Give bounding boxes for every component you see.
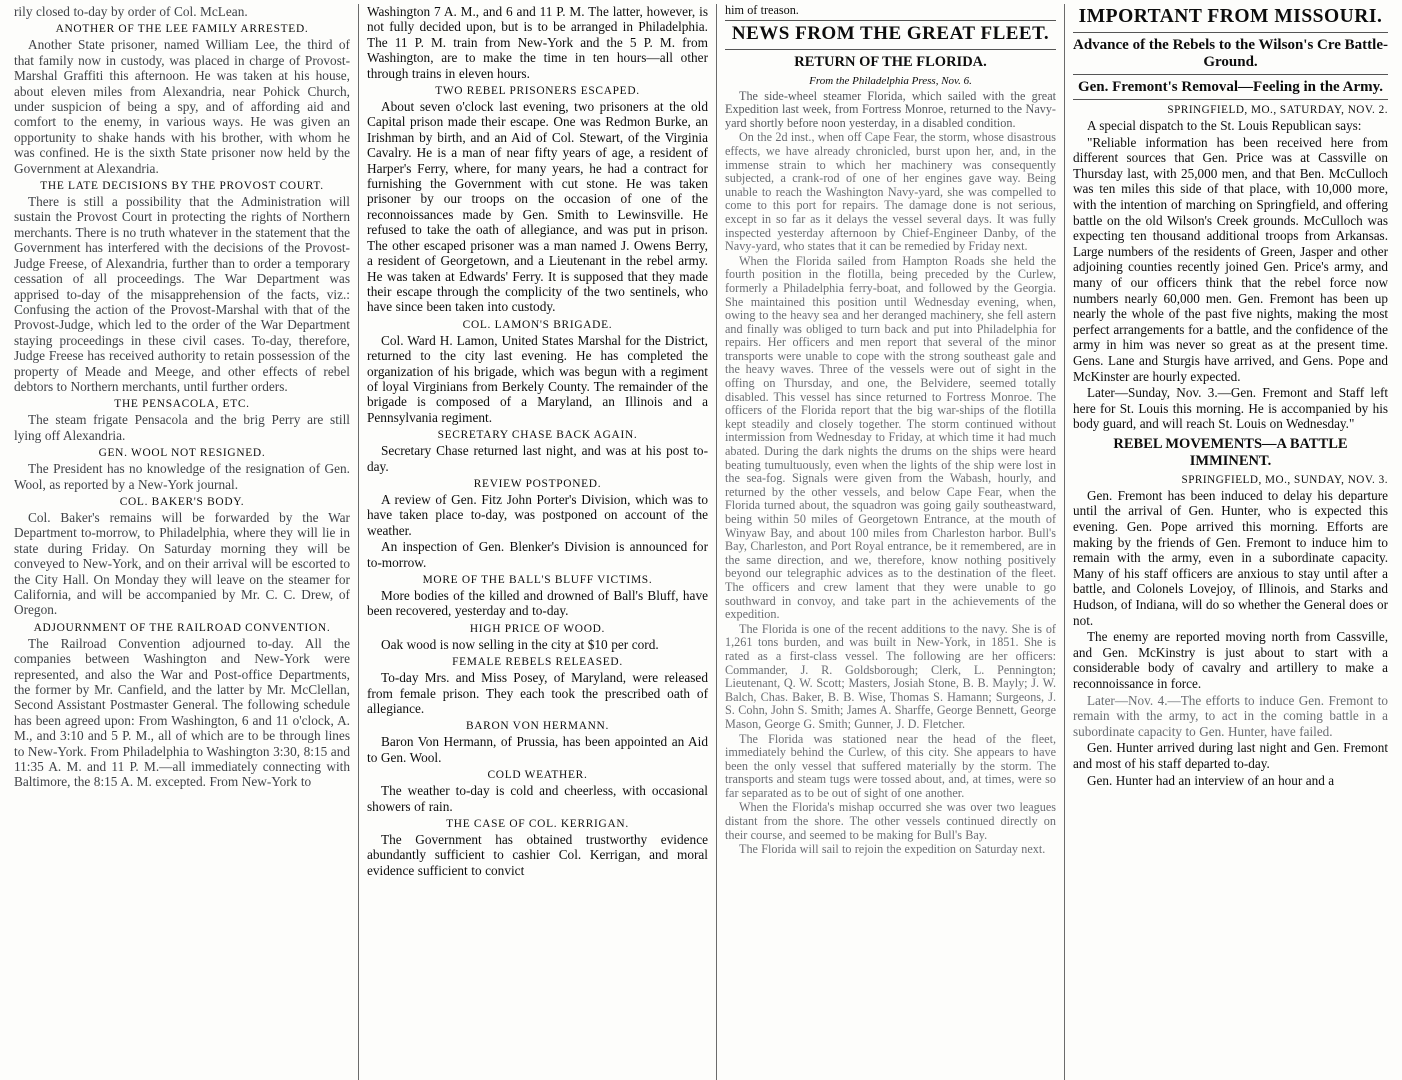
col1-heading-5: ADJOURNMENT OF THE RAILROAD CONVENTION.: [33, 621, 331, 634]
col2-heading-0: TWO REBEL PRISONERS ESCAPED.: [435, 85, 640, 98]
rule-below-subheadline-2: [1073, 99, 1388, 100]
col2-paragraph-6-0: To-day Mrs. and Miss Posey, of Maryland, were released from female prison. They each took the prescribed oath of allegiance.: [367, 670, 708, 717]
col1-continued-line: rily closed to-day by order of Col. McLean.: [14, 4, 248, 19]
col3-paragraph-2: When the Florida sailed from Hampton Roads she held the fourth position in the flotilla, being preceded by the Curlew, formerly a Philadelphia ferry-boat, and followed by the Georgia. She maintained this position until Wednesday evening, when, owing to the heavy sea and her deranged machinery, she fell astern and finally was obliged to turn back and put into Philadelphia for repairs. Her officers and men report that several of the minor transports were unable to cope with the strong southeast gale and the heavy waves. Three of the vessels were out of sight in the offing on Thursday, and one, the Belvidere, seemed totally disabled. This vessel has since returned to Fortress Monroe. The officers of the Florida report that the big war-ships of the flotilla kept steadily and closely together. The storm continued without intermission from Wednesday to Friday, at which time it had much abated. During the dark nights the drums on the ships were heard beating tumultuously, even when the lights of the ship were lost in the sea-fog. Signals were given from the Wabash, hourly, and returned by the other vessels, and below Cape Fear, when the Florida turned about, the squadron was going gaily southeastward, being within 50 miles of Georgetown Entrance, at the mouth of Winyaw Bay, and about 100 miles from Charleston harbor. Bull's Bay, Charleston, and Port Royal entrance, be it remembered, are in the same direction, and we, therefore, know nothing positively beyond our telegraphic advices as to the destination of the fleet. The officers and crew lament that they were unable to go southward in convoy, and take part in the achievements of the expedition.: [725, 253, 1056, 622]
col1-paragraph-2-0: The steam frigate Pensacola and the brig Perry are still lying off Alexandria.: [14, 412, 350, 443]
col2-paragraph-3-0: A review of Gen. Fitz John Porter's Division, which was to have taken place to-day, was postponed on account of the weather.: [367, 491, 708, 538]
col3-paragraph-4: The Florida was stationed near the head of the fleet, immediately behind the Curlew, of this city. She appears to have been the only vessel that suffered materially by the storm. The transports and steam tugs were tossed about, and, at times, were so far separated as to be out of sight of one another.: [725, 731, 1056, 800]
col1-paragraph-4-0: Col. Baker's remains will be forwarded by the War Department to-morrow, to Philadelphia, where they will lie in state during Friday. On Saturday morning they will be conveyed to New-York, and on their arrival will be escorted to the City Hall. On Monday they will leave on the steamer for California, and will be accompanied by Mr. C. C. Drew, of Oregon.: [14, 509, 350, 618]
col3-paragraph-1: On the 2d inst., when off Cape Fear, the storm, whose disastrous effects, we have already chronicled, burst upon her, and, in the immense strain to which her machinery was consequently subjected, a crank-rod of one of her engines gave way. Being unable to reach the Washington Navy-yard, she was compelled to come to this port for repairs. The damage done is not serious, except in so far as it delays the vessel several days. It was fully inspected yesterday afternoon by Chief-Engineer Danby, of the Navy-yard, who states that it can be remedied by Friday next.: [725, 130, 1056, 254]
rule-below-missouri-headline: [1073, 32, 1388, 33]
col2-paragraph-1-0: Col. Ward H. Lamon, United States Marshal for the District, returned to the city last evening. He has completed the organization of his brigade, which was begun with a regiment of loyal Virginians from Berkely County. The remainder of the brigade is composed of a Maryland, an Illinois and a Pennsylvania regiment.: [367, 332, 708, 425]
col4-section2-body: [1073, 488, 1388, 788]
col4-dateline-1: SPRINGFIELD, MO., SATURDAY, NOV. 2.: [1167, 104, 1388, 116]
col3-subheadline: RETURN OF THE FLORIDA.: [794, 53, 987, 70]
col4-quote-paragraph-1: Later—Sunday, Nov. 3.—Gen. Fremont and Staff left here for St. Louis this morning. He is accompanied by his body guard, and will reach St. Louis on Wednesday.": [1073, 385, 1388, 432]
column-1: [6, 4, 358, 1080]
col3-continued-line: him of treason.: [725, 3, 799, 17]
col4-section2-heading: REBEL MOVEMENTS—A BATTLE IMMINENT.: [1113, 435, 1348, 469]
col2-paragraph-0-0: About seven o'clock last evening, two prisoners at the old Capital prison made their escape. One was Redmon Burke, an Irishman by birth, and an Aid of Col. Stewart, of the Virginia Cavalry. He is a man of near fifty years of age, a resident of Harper's Ferry, where, for many years, he had a contract for furnishing the Government with cut stone. He was taken prisoner by our troops on the occasion of one of the reconnoissances made by Gen. Smith to Lewinsville. He refused to take the oath of allegiance, and was put in prison. The other escaped prisoner was a man named J. Owens Berry, a resident of Georgetown, and a Lieutenant in the rebel army. He was taken at Edwards' Ferry. It is supposed that they made their escape through the complicity of the two sentinels, who have since been taken into custody.: [367, 99, 708, 315]
col2-paragraph-3-1: An inspection of Gen. Blenker's Division is announced for to-morrow.: [367, 539, 708, 570]
col2-paragraph-7-0: Baron Von Hermann, of Prussia, has been appointed an Aid to Gen. Wool.: [367, 734, 708, 765]
col3-paragraph-6: The Florida will sail to rejoin the expedition on Saturday next.: [739, 842, 1046, 857]
col1-heading-0: ANOTHER OF THE LEE FAMILY ARRESTED.: [55, 23, 309, 36]
col4-quote-paragraph-0: "Reliable information has been received here from different sources that Gen. Price was at Cassville on Thursday last, with 25,000 men, and that Ben. McCulloch was ten miles this side of that place, with 10,000 more, with the intention of marching on Springfield, and offering battle on the old Wilson's Creek grounds. McCulloch was expecting ten thousand additional troops from Arkansas. Large numbers of the residents of Green, Jasper and other adjoining counties recently joined Gen. Price's army, and many of our officers think that the rebel force now numbers nearly 60,000 men. Gen. Fremont has been up nearly the whole of the past five nights, making the most perfect arrangements for a battle, and the confidence of the army in him was never so great as at the present time. Gens. Lane and Sturgis have arrived, and Gens. Pope and McKinster are hourly expected.: [1073, 134, 1388, 384]
col4-section2-faded: [1073, 693, 1388, 740]
col2-heading-9: THE CASE OF COL. KERRIGAN.: [446, 818, 629, 831]
col1-heading-2: THE PENSACOLA, ETC.: [114, 398, 250, 411]
col2-heading-5: HIGH PRICE OF WOOD.: [469, 622, 606, 635]
col4-headline: IMPORTANT FROM MISSOURI.: [1078, 6, 1383, 27]
column-4: [1064, 4, 1396, 1080]
col2-heading-7: BARON VON HERMANN.: [465, 720, 610, 733]
col4-lead-paragraph: A special dispatch to the St. Louis Republican says:: [1087, 118, 1362, 133]
col2-heading-1: COL. LAMON'S BRIGADE.: [462, 318, 613, 331]
col2-paragraph-4-0: More bodies of the killed and drowned of Ball's Bluff, have been recovered, yesterday and to-day.: [367, 588, 708, 619]
rule-below-subheadline-1: [1073, 74, 1388, 75]
col2-paragraph-2-0: Secretary Chase returned last night, and was at his post to-day.: [367, 443, 708, 474]
col1-paragraph-0-0: Another State prisoner, named William Lee, the third of that family now in custody, was placed in charge of Provost-Marshal Graffiti this afternoon. He was taken at his house, about eleven miles from Alexandria, near Pohick Church, under suspicion of being a spy, and of affording aid and comfort to the enemy, in various ways. He was given an opportunity to shake hands with his brother, with whom he was confined. He is the sixth State prisoner now held by the Government at Alexandria.: [14, 37, 350, 176]
col4-dateline-2: SPRINGFIELD, MO., SUNDAY, NOV. 3.: [1181, 473, 1388, 486]
col3-paragraph-0: The side-wheel steamer Florida, which sailed with the great Expedition last week, from Fortress Monroe, returned to the Navy-yard shortly before noon yesterday, in a disabled condition.: [725, 88, 1056, 130]
col3-paragraph-5: When the Florida's mishap occurred she was over two leagues distant from the shore. The other vessels continued directly on their course, and seemed to be making for Bull's Bay.: [725, 800, 1056, 842]
col1-heading-1: THE LATE DECISIONS BY THE PROVOST COURT.: [40, 180, 324, 193]
col2-paragraph-9-0: The Government has obtained trustworthy evidence abundantly sufficient to cashier Col. Kerrigan, and moral evidence sufficient to convict: [367, 832, 708, 878]
col3-headline: NEWS FROM THE GREAT FLEET.: [731, 22, 1050, 44]
col4-section2-paragraph-4: Gen. Hunter had an interview of an hour and a: [1087, 772, 1335, 788]
col2-heading-6: FEMALE REBELS RELEASED.: [452, 656, 623, 669]
col2-heading-4: MORE OF THE BALL'S BLUFF VICTIMS.: [422, 574, 653, 586]
col3-paragraph-3: The Florida is one of the recent additions to the navy. She is of 1,261 tons burden, and was built in New-York, in 1851. She is rated as a first-class vessel. The following are her officers: Commander, J. R. Goldsborough; Clerk, L. Pennington; Lieutenant, Q. W. Scott; Masters, Josiah Stone, B. B. Mayly; J. W. Balch, Chas. Baker, B. B. Wise, Thomas S. Hamann; Surgeons, J. S. Cohn, John S. Smith; James A. Sharffe, George Bennett, George Mason, George G. Smith; Gunner, J. D. Fletcher.: [725, 621, 1056, 731]
col2-paragraph-8-0: The weather to-day is cold and cheerless, with occasional showers of rain.: [367, 783, 708, 814]
col4-section2-paragraph-3: Gen. Hunter arrived during last night and Gen. Fremont and most of his staff departed to-day.: [1073, 740, 1388, 771]
col2-heading-2: SECRETARY CHASE BACK AGAIN.: [437, 429, 638, 442]
col2-heading-8: COLD WEATHER.: [487, 769, 588, 782]
col3-body-middle: [725, 131, 1056, 856]
rule-above-fleet-headline: [725, 20, 1056, 21]
col4-section2-paragraph-0: Gen. Fremont has been induced to delay his departure until the arrival of Gen. Hunter, who is expected this evening. Gen. Pope arrived this morning. Efforts are making by the friends of Gen. Fremont to induce him to remain with the army, even in a subordinate capacity. Many of his staff officers are anxious to stay until after a battle, and Colonels Lovejoy, of Illinois, and Starks and Hudson, of Indiana, will do so whether the General does or not.: [1073, 487, 1388, 628]
col4-section2-paragraph-2: Later—Nov. 4.—The efforts to induce Gen. Fremont to remain with the army, to act in the coming battle in a subordinate capacity to Gen. Hunter, have failed.: [1073, 692, 1388, 739]
col1-heading-3: GEN. WOOL NOT RESIGNED.: [98, 447, 266, 460]
col4-subheadline-1: Advance of the Rebels to the Wilson's Cre Battle-Ground.: [1073, 37, 1388, 70]
col2-paragraph-5-0: Oak wood is now selling in the city at $10 per cord.: [381, 636, 659, 652]
col4-subheadline-2: Gen. Fremont's Removal—Feeling in the Army.: [1077, 79, 1384, 95]
col3-credit-line: From the Philadelphia Press, Nov. 6.: [809, 74, 972, 87]
col4-section2-paragraph-1: The enemy are reported moving north from Cassville, and Gen. McKinstry is just about to start with a considerable body of cavalry and artillery to make a reconnoissance in force.: [1073, 629, 1388, 691]
col1-paragraph-5-0: The Railroad Convention adjourned to-day. All the companies between Washington and New-York were represented, and also the War and Post-office Departments, the former by Mr. Canfield, and the latter by Mr. McClellan, Second Assistant Postmaster General. The following schedule has been agreed upon: From Washington, 6 and 11 o'clock, A. M., and 3:10 and 5 P. M., all of which are to be through lines to New-York. From Philadelphia to Washington 3:30, 8:15 and 11:35 A. M. and 11 P. M.—all immediately connecting with Baltimore, the 8:15 A. M. excepted. From New-York to: [14, 635, 350, 790]
column-2: [358, 4, 716, 1080]
column-3: [716, 4, 1064, 1080]
col1-paragraph-3-0: The President has no knowledge of the resignation of Gen. Wool, as reported by a New-York journal.: [14, 461, 350, 492]
col2-heading-3: REVIEW POSTPONED.: [473, 477, 602, 490]
col2-continued-paragraph: Washington 7 A. M., and 6 and 11 P. M. The latter, however, is not fully decided upon, but is to be arranged in Philadelphia. The 11 P. M. train from New-York and the 5 P. M. from Washington, are to make the time in ten hours—all other through trains in eleven hours.: [367, 4, 708, 81]
col1-paragraph-1-0: There is still a possibility that the Administration will sustain the Provost Court in protecting the rights of Northern merchants. There is no truth whatever in the statement that the Government has interfered with the decisions of the Provost-Judge Freese, of Alexandria, further than to order a temporary cessation of all proceedings. The War Department was apprised to-day of the misapprehension of the facts, viz.: Confusing the action of the Provost-Marshal with that of the Provost-Judge, which led to the order of the War Department staying proceedings in these civil cases. To-day, therefore, Judge Freese has received authority to retain possession of the property of Meade and Meege, and other effects of rebel debtors to Northern merchants, until further orders.: [14, 194, 350, 394]
col1-heading-4: COL. BAKER'S BODY.: [119, 495, 245, 508]
rule-below-fleet-headline: [725, 49, 1056, 50]
col3-body-upper: [725, 90, 1056, 131]
